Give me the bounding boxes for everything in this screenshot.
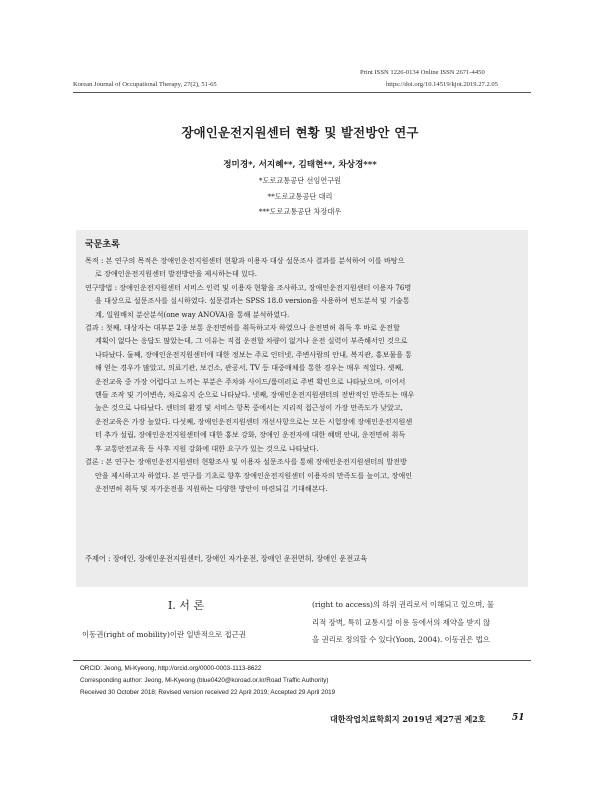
abstract-line: 계, 일원배치 분산분석(one way ANOVA)을 통해 분석하였다.: [95, 309, 290, 319]
abstract-line: 후 교통안전교육 등 사후 지원 강화에 대한 요구가 있는 것으로 나타났다.: [95, 443, 319, 453]
abstract-line: 안을 제시하고자 하였다. 본 연구를 기초로 향후 장애인운전지원센터 이용자의 만족도를 높이고, 장애인: [95, 470, 413, 480]
journal-citation: Korean Journal of Occupational Therapy, 27(2), 51-65: [73, 81, 217, 88]
abstract-line: 터 추가 설립, 장애인운전지원센터에 대한 홍보 강화, 장애인 운전자에 대한 혜택 안내, 운전면허 취득: [95, 430, 406, 440]
abstract-purpose: [85, 254, 519, 281]
body-line: (right to access)의 하위 권리로서 이해되고 있으며, 물: [312, 600, 495, 609]
abstract-line: 운전교육은 가장 높았다. 다섯째, 장애인운전지원센터 개선사항으로는 모든 시험장에 장애인운전지원센: [95, 416, 413, 426]
body-text-left: [82, 626, 246, 644]
footer-journal-issue: 대한작업치료학회지 2019년 제27권 제2호: [330, 714, 486, 724]
corresponding-author-note: Corresponding author: Jeong, Mi-Kyeong (blue0420@koroad.or.kr/Road Traffic Authority): [80, 677, 329, 684]
paper-title: 장애인운전지원센터 현황 및 발전방안 연구: [181, 125, 419, 140]
footnote-rule: [73, 660, 531, 661]
abstract-box: [76, 230, 528, 587]
abstract-line: 을 대상으로 설문조사를 실시하였다. 설문결과는 SPSS 18.0 version을 사용하여 빈도분석 및 기술통: [95, 296, 410, 306]
body-line: 을 권리로 정의할 수 있다(Yoon, 2004). 이동권은 법으: [312, 635, 490, 644]
section-title: Ⅰ. 서 론: [167, 599, 205, 612]
issn-line: Print ISSN 1226-0134 Online ISSN 2671-4450: [360, 69, 485, 76]
abstract-line: 목적 : 본 연구의 목적은 장애인운전지원센터 현황과 이용자 대상 설문조사 결과를 분석하여 이를 바탕으: [85, 256, 405, 265]
abstract-heading: 국문초록: [85, 240, 120, 250]
abstract-conclusion: [85, 455, 519, 495]
abstract-line: 로 장애인운전지원센터 발전방안을 제시하는데 있다.: [95, 269, 258, 279]
abstract-method: [85, 281, 519, 321]
abstract-results: [85, 321, 519, 455]
received-dates-note: Received 30 October 2018; Revised version received 22 April 2019; Accepted 29 April 2019: [80, 689, 336, 696]
abstract-line: 연구방법 : 장애인운전지원센터 서비스 인력 및 이용자 현황을 조사하고, 장애인운전지원센터 이용자 76명: [85, 282, 412, 292]
affiliation: **도로교통공단 대리: [267, 192, 333, 201]
keywords: 주제어 : 장애인, 장애인운전지원센터, 장애인 자가운전, 장애인 운전면허, 장애인 운전교육: [85, 554, 368, 563]
header-rule: [73, 92, 531, 93]
affiliation: ***도로교통공단 차장대우: [258, 207, 342, 216]
abstract-line: 계획이 없다는 응답도 많았는데, 그 이유는 직접 운전할 차량이 없거나 운전 실력이 부족해서인 것으로: [95, 336, 408, 346]
abstract-line: 해 얻는 경우가 많았고, 의료기관, 보건소, 관공서, TV 등 대중매체를 통한 경우는 매우 적었다. 셋째,: [95, 363, 404, 373]
page-number: 51: [512, 713, 525, 723]
abstract-line: 나타났다. 둘째, 장애인운전지원센터에 대한 정보는 주로 인터넷, 주변사람의 안내, 복지관, 홍보물을 통: [95, 349, 413, 359]
abstract-line: 결론 : 본 연구는 장애인운전지원센터 현황조사 및 이용자 설문조사를 통해 장애인운전지원센터의 발전방: [85, 457, 407, 467]
abstract-line: 높은 것으로 나타났다. 센터의 환경 및 서비스 항목 중에서는 지리적 접근성이 가장 만족도가 낮았고,: [95, 403, 403, 413]
body-line: 이동권(right of mobility)이란 일반적으로 접근권: [82, 630, 246, 639]
author-list: 정미경*, 서지혜**, 김태현**, 차상경***: [223, 160, 377, 170]
abstract-line: 결과 : 첫째, 대상자는 대부분 2종 보통 운전면허를 취득하고자 하였으나 운전면허 취득 후 바로 운전할: [85, 323, 400, 333]
abstract-line: 운전면허 취득 및 자가운전을 지원하는 다양한 방안이 마련되길 기대해본다.: [95, 483, 328, 493]
body-line: 리적 장벽, 특히 교통시설 이용 등에서의 제약을 받지 않: [312, 617, 491, 627]
doi-link[interactable]: https://doi.org/10.14519/kjot.2019.27.2.05: [386, 81, 498, 88]
affiliation: *도로교통공단 선임연구원: [258, 176, 342, 185]
orcid-note: ORCID: Jeong, Mi-Kyeong, http://orcid.org/0000-0003-1113-8622: [80, 665, 262, 672]
abstract-line: 핸들 조작 및 기어변속, 차로유지 순으로 나타났다. 넷째, 장애인운전지원센터의 전반적인 만족도는 매우: [95, 390, 415, 400]
body-text-right: [312, 596, 494, 649]
abstract-line: 운전교육 중 가장 어렵다고 느끼는 부분은 주차와 사이드/룸미러로 주변 확인으로 나타났으며, 이어서: [95, 376, 406, 386]
